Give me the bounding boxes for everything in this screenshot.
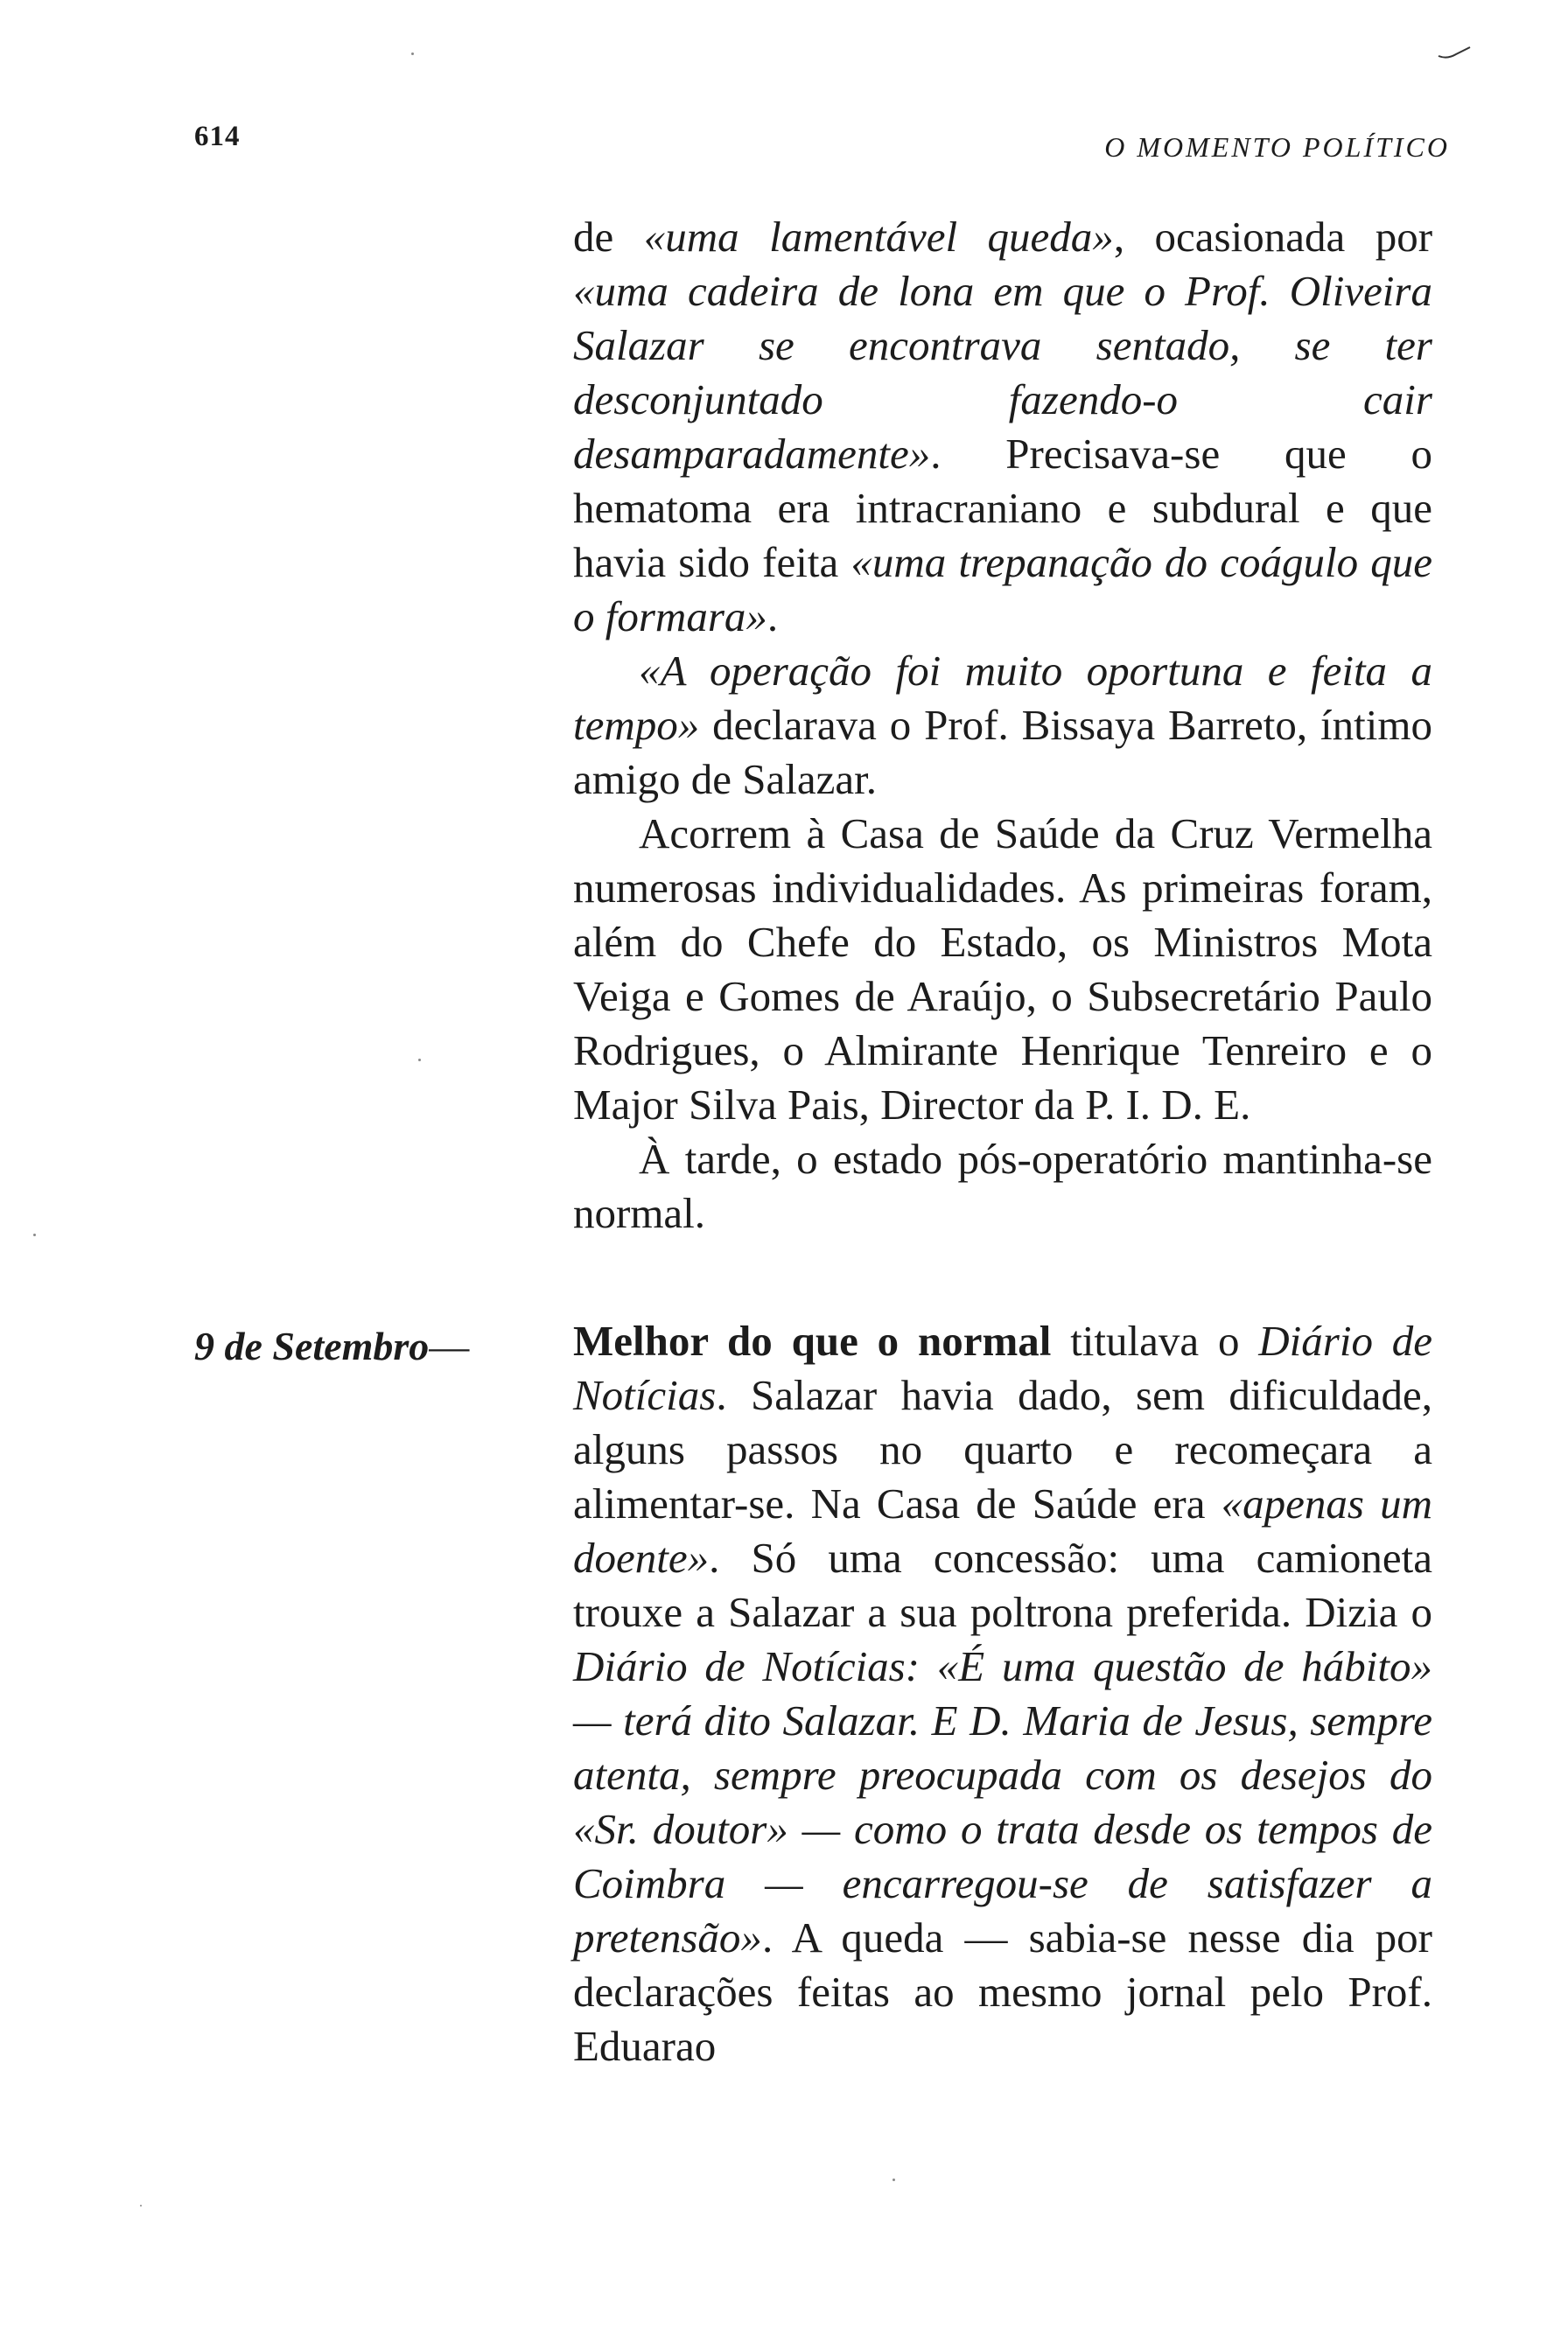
- headline: Melhor do que o normal: [573, 1317, 1052, 1365]
- quotation: «uma lamentável queda»: [643, 213, 1114, 261]
- newspaper-title: Diário de Notícias: [573, 1317, 1433, 1419]
- paragraph: «A operação foi muito oportuna e feita a tempo» declarava o Prof. Bissaya Barreto, íntimo amigo de Salazar.: [573, 647, 1432, 803]
- paragraph: À tarde, o estado pós-operatório mantinha-se normal.: [573, 1135, 1432, 1237]
- running-head: O MOMENTO POLÍTICO: [1104, 131, 1450, 163]
- page-number: 614: [194, 121, 241, 152]
- quotation: «apenas um doente»: [573, 1479, 1432, 1582]
- entry-date: 9 de Setembro—: [194, 1324, 470, 1368]
- scan-mark: [1437, 44, 1472, 61]
- paragraph: de «uma lamentável queda», ocasionada por «uma cadeira de lona em que o Prof. Oliveira Salazar se encontrava sentado, se ter desconjuntado fazendo-o cair desamparadamente». Precisava-se que o hematoma era intracraniano e subdural e que havia sido feita «uma trepanação do coágulo que o formara».: [573, 213, 1433, 640]
- quotation: «uma cadeira de lona em que o Prof. Oliveira Salazar se encontrava sentado, se ter desconjuntado fazendo-o cair desamparadamente»: [573, 267, 1432, 478]
- paragraph: Acorrem à Casa de Saúde da Cruz Vermelha numerosas individualidades. As primeiras foram, além do Chefe do Estado, os Ministros Mota Veiga e Gomes de Araújo, o Subsecretário Paulo Rodrigues, o Almirante Henrique Tenreiro e o Major Silva Pais, Director da P. I. D. E.: [573, 809, 1432, 1129]
- paragraph: Melhor do que o normal titulava o Diário de Notícias. Salazar havia dado, sem dificuldade, alguns passos no quarto e recomeçara a alimentar-se. Na Casa de Saúde era «apenas um doente». Só uma concessão: uma camioneta trouxe a Salazar a sua poltrona preferida. Dizia o Diário de Notícias: «É uma questão de hábito» — terá dito Salazar. E D. Maria de Jesus, sempre atenta, sempre preocupada com os desejos do «Sr. doutor» — como o trata desde os tempos de Coimbra — encarregou-se de satisfazer a pretensão». A queda — sabia-se nesse dia por declarações feitas ao mesmo jornal pelo Prof. Eduarao: [573, 1317, 1433, 2070]
- scan-speck: [140, 2205, 142, 2207]
- scan-speck: [411, 52, 414, 55]
- scan-speck: [892, 2179, 895, 2181]
- entry-continuation: [573, 210, 1432, 1241]
- quotation: «A operação foi muito oportuna e feita a tempo»: [573, 647, 1432, 749]
- scan-speck: [418, 1059, 421, 1061]
- quotation: «uma trepanação do coágulo que o formara»: [573, 538, 1433, 640]
- entry-body: [573, 1314, 1432, 2074]
- scan-speck: [33, 1234, 36, 1236]
- quotation: Diário de Notícias: «É uma questão de hábito» — terá dito Salazar. E D. Maria de Jesus, sempre atenta, sempre preocupada com os desejos do «Sr. doutor» — como o trata desde os tempos de Coimbra — encarregou-se de satisfazer a pretensão»: [573, 1642, 1432, 1962]
